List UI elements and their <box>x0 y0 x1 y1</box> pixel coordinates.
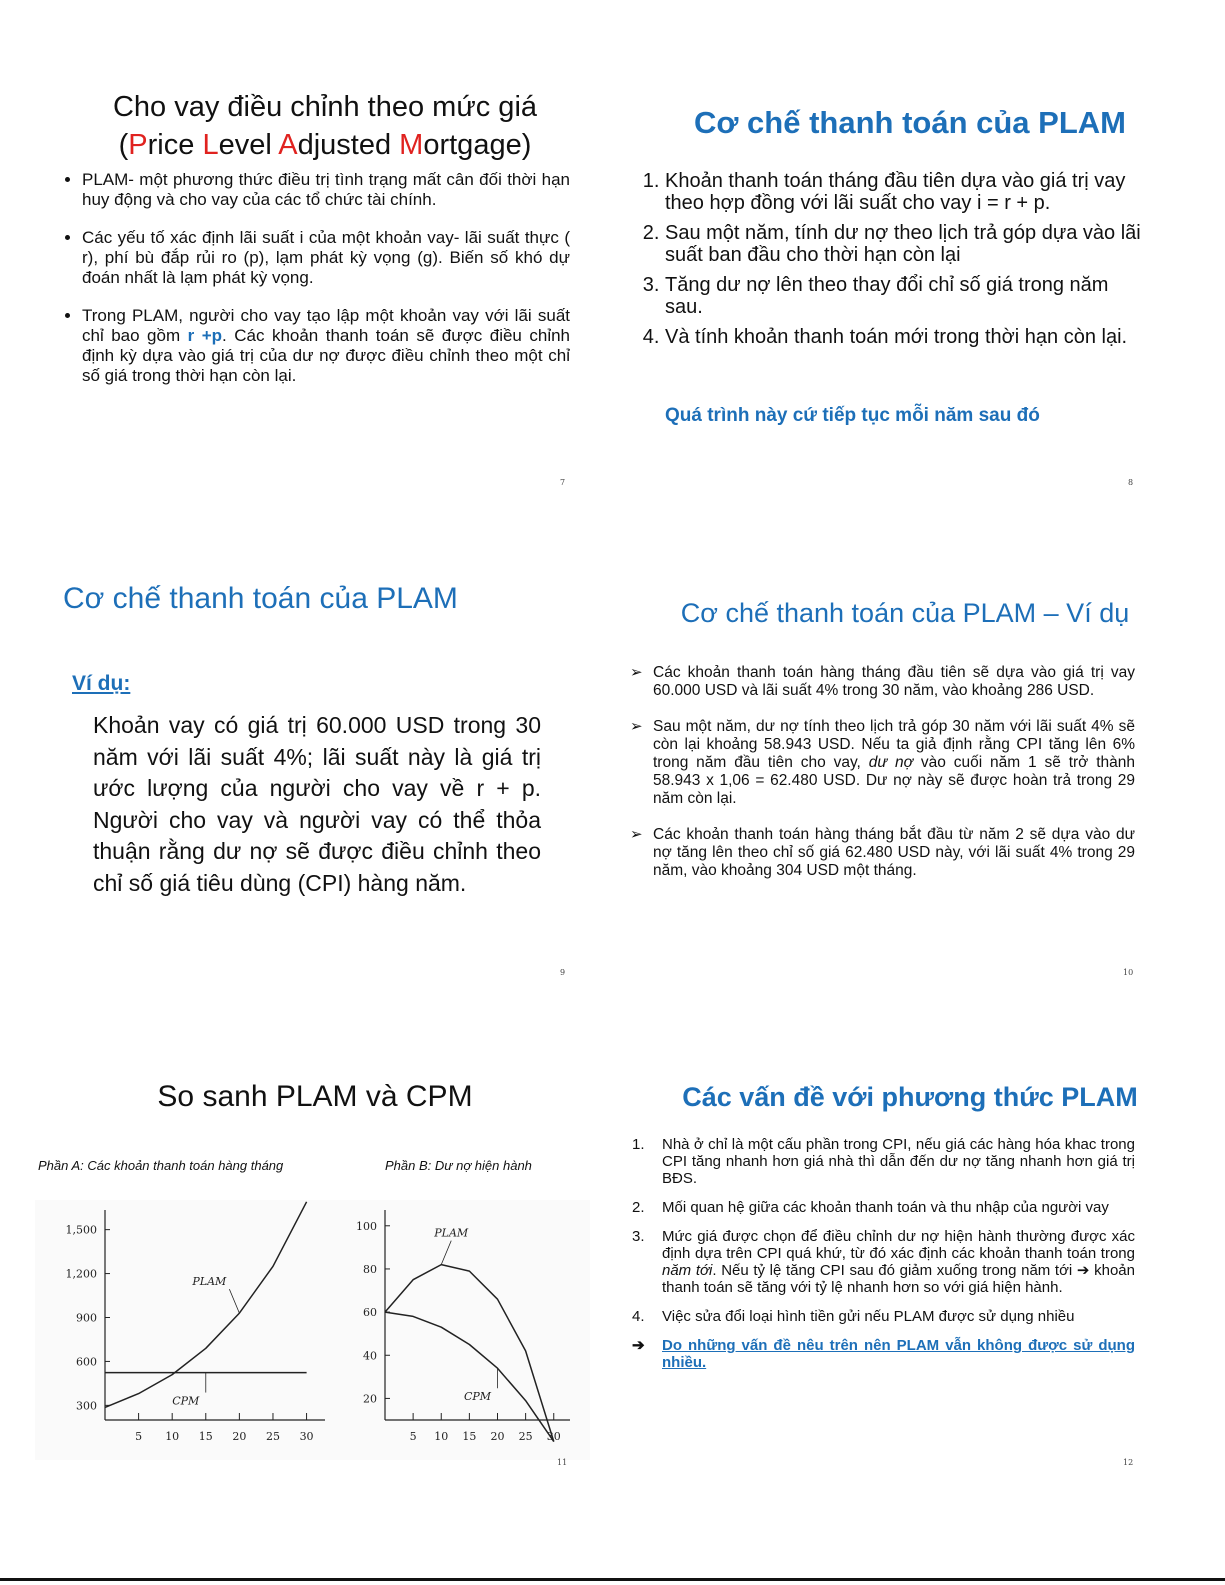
slide-title: Cơ chế thanh toán của PLAM <box>694 105 1126 140</box>
arrow-bullet-icon: ➢ <box>630 826 643 843</box>
list-item: 4. Và tính khoản thanh toán mới trong thời hạn còn lại. <box>665 326 1150 348</box>
series-label: CPM <box>172 1394 200 1408</box>
example-label: Ví dụ: <box>72 672 131 695</box>
list-item: 2. Mối quan hệ giữa các khoản thanh toán và thu nhập của người vay <box>632 1199 1109 1216</box>
slide-11 <box>25 1060 615 1540</box>
y-tick-label: 1,200 <box>65 1267 97 1281</box>
series-label: CPM <box>463 1390 492 1404</box>
slide-note: Quá trình này cứ tiếp tục mỗi năm sau đó <box>665 405 1040 426</box>
bullet-item: • Trong PLAM, người cho vay tạo lập một khoản vay với lãi suất chỉ bao gồm r +p. Các khoản thanh toán sẽ được điều chỉnh định kỳ dựa vào giá trị của dư nợ được điều chỉnh theo một chỉ số giá trong thời hạn còn lại. <box>82 306 570 386</box>
slide-12 <box>620 1060 1210 1540</box>
list-item: 3. Tăng dư nợ lên theo thay đổi chỉ số giá trong năm sau. <box>665 274 1150 318</box>
arrow-right-icon: ➔ <box>632 1337 645 1354</box>
page-number: 9 <box>560 968 566 977</box>
list-item: ➢ Sau một năm, dư nợ tính theo lịch trả góp 30 năm với lãi suất 4% sẽ còn lại khoảng 58.943 USD. Nếu ta giả định rằng CPI tăng lên 6% trong năm đầu tiên cho vay, dư nợ vào cuối năm 1 sẽ trở thành 58.943 x 1,06 = 62.480 USD. Dư nợ này sẽ được hoàn trả trong 29 năm còn lại. <box>630 718 1135 807</box>
series-label-leader <box>441 1241 451 1265</box>
y-tick-label: 20 <box>363 1392 377 1406</box>
arrow-bullet-icon: ➢ <box>630 718 643 735</box>
slide-10 <box>620 560 1210 1040</box>
x-tick-label: 25 <box>518 1430 533 1443</box>
series-label: PLAM <box>192 1275 227 1289</box>
slide-9 <box>25 560 615 1040</box>
slide-title: Cơ chế thanh toán của PLAM – Ví dụ <box>680 598 1130 628</box>
list-item: ➢ Các khoản thanh toán hàng tháng bắt đầu từ năm 2 sẽ dựa vào dư nợ tăng lên theo chỉ số giá 62.480 USD này, với lãi suất 4% trong 29 năm, vào khoảng 304 USD một tháng. <box>630 826 1135 879</box>
page-number: 12 <box>1123 1458 1134 1467</box>
x-tick-label: 25 <box>265 1430 280 1443</box>
bullet-item: • PLAM- một phương thức điều trị tình trạng mất cân đối thời hạn huy động và cho vay của các tổ chức tài chính. <box>82 170 570 210</box>
x-tick-label: 30 <box>546 1430 561 1443</box>
page-number: 11 <box>557 1458 568 1467</box>
slide-body <box>632 1136 1135 1383</box>
series-label: PLAM <box>434 1226 469 1240</box>
slide-body <box>60 170 570 404</box>
x-tick-label: 5 <box>135 1430 143 1443</box>
slide-title: Các vấn đề với phương thức PLAM <box>682 1082 1138 1112</box>
series-label-leader <box>229 1289 239 1313</box>
x-tick-label: 10 <box>434 1430 449 1443</box>
y-tick-label: 600 <box>76 1355 97 1369</box>
y-tick-label: 900 <box>76 1311 97 1325</box>
slide-title: Cơ chế thanh toán của PLAM <box>63 582 458 615</box>
page-number: 8 <box>1128 478 1134 487</box>
x-tick-label: 15 <box>198 1430 213 1443</box>
slide-title <box>65 88 585 164</box>
slide-title: So sanh PLAM và CPM <box>157 1080 473 1113</box>
series-line-cpm <box>385 1312 554 1442</box>
slide-body: Khoản vay có giá trị 60.000 USD trong 30 năm với lãi suất 4%; lãi suất này là giá trị ước lượng của người cho vay về r + p. Người cho vay và người vay có thể thỏa thuận rằng dư nợ sẽ được điều chỉnh theo chỉ số giá tiêu dùng (CPI) hàng năm. <box>93 712 541 896</box>
chart-caption-a: Phần A: Các khoản thanh toán hàng tháng <box>38 1158 284 1173</box>
x-tick-label: 20 <box>490 1430 505 1443</box>
x-tick-label: 5 <box>409 1430 417 1443</box>
x-tick-label: 30 <box>299 1430 314 1443</box>
list-item: 1. Khoản thanh toán tháng đầu tiên dựa vào giá trị vay theo hợp đồng với lãi suất cho vay i = r + p. <box>665 170 1150 214</box>
chart-caption-b: Phần B: Dư nợ hiện hành <box>385 1158 532 1173</box>
slide-7 <box>25 60 615 540</box>
list-item: 1. Nhà ở chỉ là một cấu phần trong CPI, nếu giá các hàng hóa khac trong CPI tăng nhanh hơn giá nhà thì dẫn đến dư nợ tăng nhanh hơn giá trị BĐS. <box>632 1136 1135 1187</box>
title-line-1: Cho vay điều chỉnh theo mức giá <box>112 91 538 123</box>
x-tick-label: 15 <box>462 1430 477 1443</box>
list-item: ➢ Các khoản thanh toán hàng tháng đầu tiên sẽ dựa vào giá trị vay 60.000 USD và lãi suất 4% trong 30 năm, vào khoảng 286 USD. <box>630 664 1135 699</box>
y-tick-label: 80 <box>363 1262 377 1276</box>
list-item: 3. Mức giá được chọn để điều chỉnh dư nợ hiện hành thường được xác định dựa trên CPI quá khứ, từ đó xác định các khoản thanh toán trong năm tới. Nếu tỷ lệ tăng CPI sau đó giảm xuống trong năm tới ➔ khoản thanh toán sẽ tăng với tỷ lệ nhanh hơn so với giá hiện hành. <box>632 1228 1135 1296</box>
list-item: 4. Việc sửa đổi loại hình tiền gửi nếu PLAM được sử dụng nhiều <box>632 1308 1075 1325</box>
title-line-2: (Price Level Adjusted Mortgage) <box>118 129 532 161</box>
y-tick-label: 60 <box>363 1306 377 1320</box>
list-item: 2. Sau một năm, tính dư nợ theo lịch trả góp dựa vào lãi suất ban đầu cho thời hạn còn lại <box>665 222 1150 266</box>
conclusion: ➔ Do những vấn đề nêu trên nên PLAM vẫn không được sử dụng nhiều. <box>632 1337 1135 1371</box>
y-tick-label: 100 <box>356 1219 377 1233</box>
page-number: 10 <box>1123 968 1134 977</box>
x-tick-label: 20 <box>232 1430 247 1443</box>
arrow-bullet-icon: ➢ <box>630 664 643 681</box>
y-tick-label: 40 <box>363 1349 377 1363</box>
y-tick-label: 300 <box>76 1399 97 1413</box>
page-number: 7 <box>560 478 566 487</box>
slide-8 <box>620 60 1210 540</box>
slide-body <box>630 170 1150 356</box>
bullet-item: • Các yếu tố xác định lãi suất i của một khoản vay- lãi suất thực ( r), phí bù đắp rủi ro (p), lạm phát kỳ vọng (g). Biến số khó dự đoán nhất là lạm phát kỳ vọng. <box>82 228 570 288</box>
x-tick-label: 10 <box>165 1430 180 1443</box>
comparison-charts <box>35 1200 590 1460</box>
slide-body <box>630 664 1135 898</box>
y-tick-label: 1,500 <box>65 1223 97 1237</box>
page-bottom-rule <box>0 1578 1225 1581</box>
